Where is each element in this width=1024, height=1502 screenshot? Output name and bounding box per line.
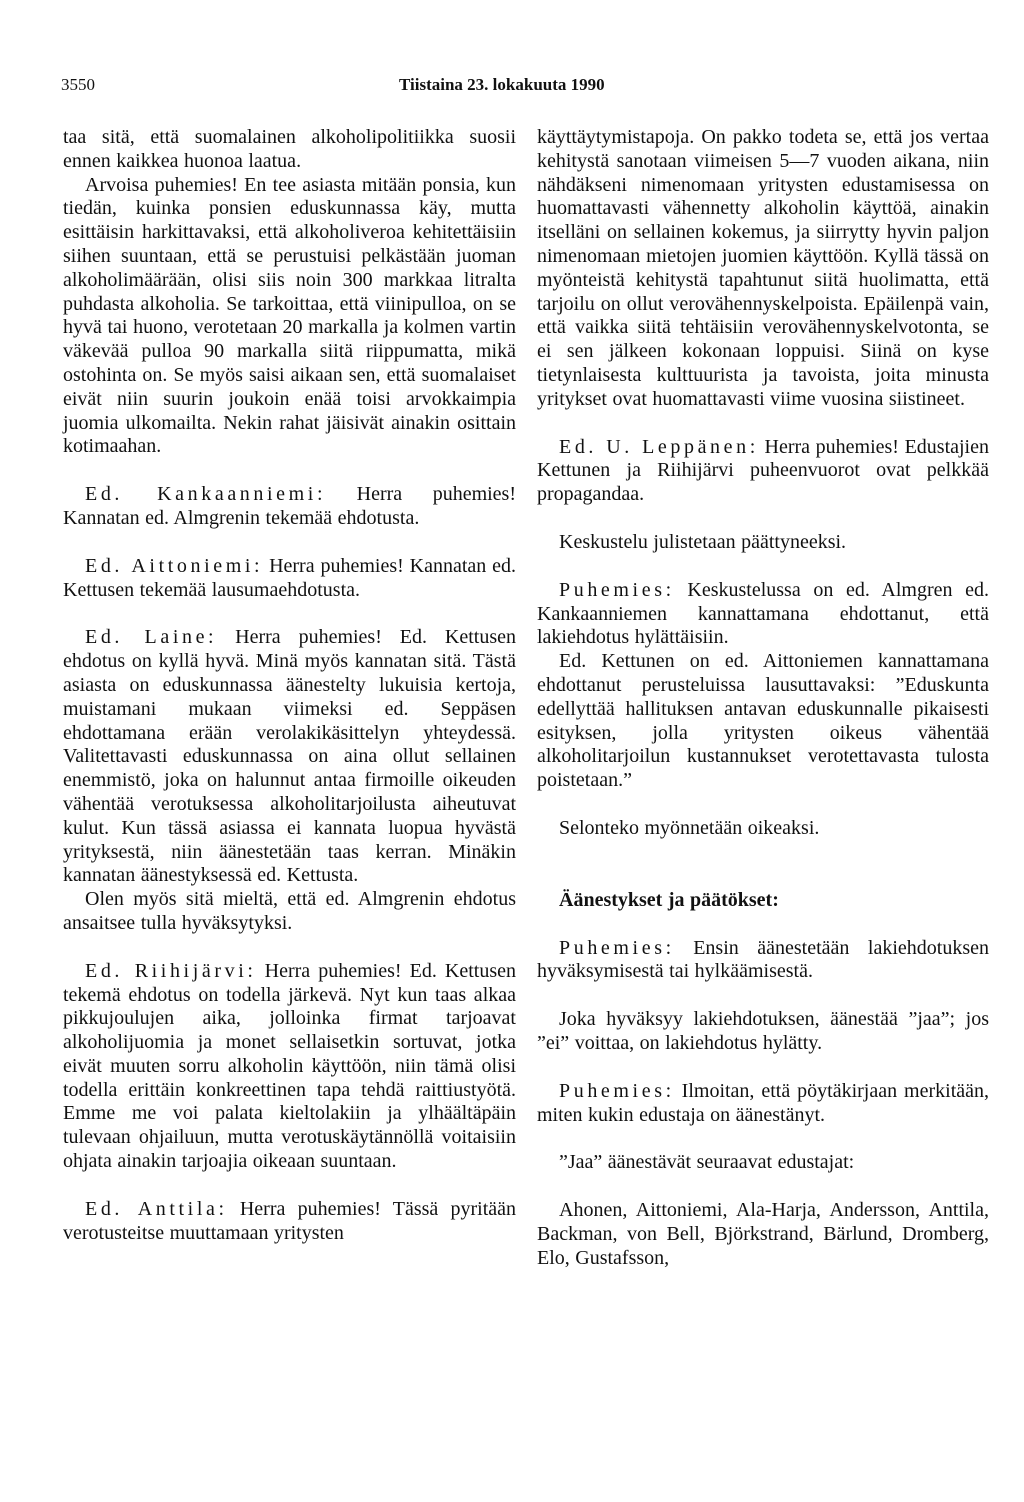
speech-text: Ilmoitan, että pöytäkirjaan merkitään, miten kukin edustaja on äänestänyt. <box>537 1079 990 1126</box>
right-column <box>537 126 989 1270</box>
speech-riihijarvi <box>63 960 516 1174</box>
speech-puhemies <box>537 1080 989 1128</box>
paragraph: Selonteko myönnetään oikeaksi. <box>559 816 820 839</box>
speech-text: Herra puhemies! Kannatan ed. Kettusen tekemää lausumaehdotusta. <box>63 554 517 601</box>
speech-text: Herra puhemies! Tässä pyritään verotusteitse muuttamaan yritysten <box>63 1197 517 1244</box>
name-list: Ahonen, Aittoniemi, Ala-Harja, Andersson, Anttila, Backman, von Bell, Björkstrand, Bärlund, Dromberg, Elo, Gustafsson, <box>537 1199 989 1269</box>
speech-text: Herra puhemies! Ed. Kettusen tekemä ehdotus on todella järkevä. Nyt kun taas alkaa pikkujoulujen aika, jolloinka firmat tarjoavat alkoholijuomia ja monet sellaisetkin sortuvat, jotka eivät muuten sorru alkoholin käyttöön, niin tämä olisi todella erittäin konkreettinen tapa tehdä raittiustyötä. Emme me voi palata kieltolakiin ja ylhäältäpäin tulevaan ohjailuun, mutta verotuskäytännöllä voitaisiin ohjata ainakin tarjoajia oikeaan suuntaan. <box>63 959 517 1173</box>
speaker-name: Puhemies: <box>559 578 675 601</box>
speech-kankaanniemi <box>63 483 516 531</box>
speech-leppanen <box>537 436 989 507</box>
paragraph: Joka hyväksyy lakiehdotuksen, äänestää ”jaa”; jos ”ei” voittaa, on lakiehdotus hylätty. <box>537 1008 989 1054</box>
speech-puhemies <box>537 937 989 985</box>
paragraph: Arvoisa puhemies! En tee asiasta mitään ponsia, kun tiedän, kuinka ponsien eduskunnassa käy, mutta esittäisin harkittavaksi, että alkoholiveroa kehitettäisiin siihen suuntaan, että se perustuisi pelkästään juoman alkoholimäärään, olisi siis noin 300 markkaa litralta puhdasta alkoholia. Se tarkoittaa, että viinipulloa, on se hyvä tai huono, verotetaan 20 markalla ja kolmen vartin väkevää pulloa 90 markalla siitä riippumatta, mikä ostohinta on. Se myös saisi aikaan sen, että suomalaiset eivät niin suurin joukoin enää toisi arvokkaimpia juomia ulkomailta. Nekin rahat jäisivät ainakin osittain kotimaahan. <box>63 173 516 458</box>
speech-anttila <box>63 1198 516 1246</box>
speech-text: Herra puhemies! Kannatan ed. Almgrenin tekemää ehdotusta. <box>63 483 517 529</box>
paragraph: Ed. Kettunen on ed. Aittoniemen kannattamana ehdottanut perusteluissa lausuttavaksi: ”Eduskunta edellyttää hallituksen antavan eduskunnalle pikaisesti esityksen, jolla yritysten oikeus vähentää alkoholitarjoilun kustannukset verotettavasta tulosta poistetaan.” <box>537 650 989 792</box>
speaker-name: Puhemies: <box>559 1079 675 1102</box>
speech-aittoniemi <box>63 555 516 603</box>
paragraph: ”Jaa” äänestävät seuraavat edustajat: <box>559 1151 855 1174</box>
paragraph: Keskustelu julistetaan päättyneeksi. <box>559 530 847 553</box>
paragraph: käyttäytymistapoja. On pakko todeta se, että jos vertaa kehitystä sanotaan viimeisen 5—7 vuoden aikana, niin nähdäkseni nimenomaan yritysten edustamisessa on huomattavasti vähennetty alkoholin käyttöä, ainakin itselläni on sellainen kokemus, ja siirrytty hyvin paljon nimenomaan mietojen juomien käyttöön. Kyllä tässä on myönteistä kehitystä tapahtunut siitä huolimatta, että tarjoilu on ollut verovähennyskelpoista. Epäilenpä vain, että vaikka siitä tehtäisiin verovähennyskelvotonta, se ei sen jälkeen kokonaan loppuisi. Siinä on kyse tietynlaisesta kulttuurista ja tavoista, joita minusta yritykset ovat huomattavasti viime vuosina siistineet. <box>537 126 989 410</box>
paragraph: Olen myös sitä mieltä, että ed. Almgrenin ehdotus ansaitsee tulla hyväksytyksi. <box>63 888 516 934</box>
speaker-name: Puhemies: <box>559 936 675 959</box>
speech-laine <box>63 626 516 888</box>
speech-text: Herra puhemies! Ed. Kettusen ehdotus on kyllä hyvä. Minä myös kannatan sitä. Tästä asiasta on eduskunnassa äänestelty lukuisia kertoja, muistamani mukaan viimeksi ed. Seppäsen ehdottamana erään verolakikäsittelyn yhteydessä. Valitettavasti eduskunnassa on aina ollut sellainen enemmistö, joka on halunnut antaa firmoille oikeuden vähentää verotuksessa alkoholitarjoilusta aiheutuvat kulut. Kun tässä asiassa ei kannata luopua hyvästä yrityksestä, niin äänestetään taas kerran. Minäkin kannatan äänestyksessä ed. Kettusta. <box>63 626 517 887</box>
speaker-name: Ed. Riihijärvi: <box>85 959 257 982</box>
speech-text: Ensin äänestetään lakiehdotuksen hyväksymisestä tai hylkäämisestä. <box>537 936 989 983</box>
speech-puhemies <box>537 579 989 650</box>
section-heading: Äänestykset ja päätökset: <box>559 888 779 911</box>
speech-text: Keskustelussa on ed. Almgren ed. Kankaanniemen kannattamana ehdottanut, että lakiehdotus hylättäisiin. <box>537 578 989 649</box>
page-number: 3550 <box>61 75 95 94</box>
speech-text: Herra puhemies! Edustajien Kettunen ja Riihijärvi puheenvuorot ovat pelkkää propagandaa. <box>537 435 989 506</box>
paragraph: taa sitä, että suomalainen alkoholipolitiikka suosii ennen kaikkea huonoa laatua. <box>63 126 516 172</box>
left-column <box>63 126 516 1245</box>
speaker-name: Ed. Kankaanniemi: <box>85 483 327 506</box>
speaker-name: Ed. Laine: <box>85 626 218 649</box>
speaker-name: Ed. Anttila: <box>85 1197 228 1220</box>
speaker-name: Ed. Aittoniemi: <box>85 554 264 577</box>
speaker-name: Ed. U. Leppänen: <box>559 435 759 458</box>
page-header <box>61 75 961 99</box>
running-head: Tiistaina 23. lokakuuta 1990 <box>399 75 605 94</box>
